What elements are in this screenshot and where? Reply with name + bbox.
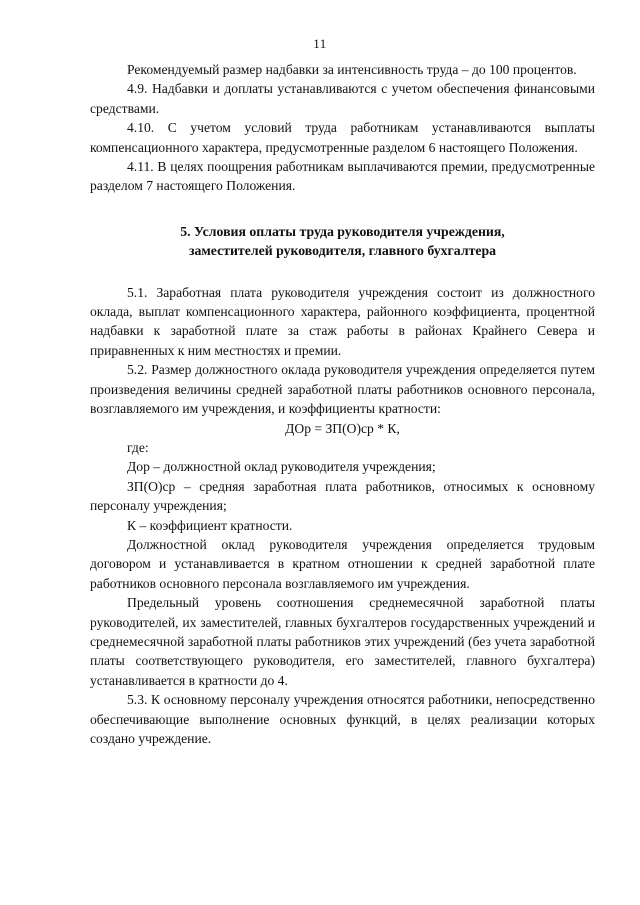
paragraph-5-3: 5.3. К основному персоналу учреждения относятся работники, непосредственно обеспечивающие выполнение основных функций, в целях реализации которых создано учреждение. — [90, 692, 595, 746]
document-body — [90, 60, 595, 748]
definition-k: К – коэффициент кратности. — [127, 517, 293, 533]
paragraph-where: где: — [127, 439, 149, 455]
paragraph-4-9: 4.9. Надбавки и доплаты устанавливаются с учетом обеспечения финансовыми средствами. — [90, 81, 595, 116]
paragraph-bonus-intensity: Рекомендуемый размер надбавки за интенсивность труда – до 100 процентов. — [127, 62, 577, 77]
page-number: 11 — [313, 36, 327, 51]
paragraph-5-1: 5.1. Заработная плата руководителя учреждения состоит из должностного оклада, выплат компенсационного характера, районного коэффициента, процентной надбавки к заработной плате за стаж работы в районах Крайнего Севера и приравненных к ним местностях и премии. — [90, 284, 595, 358]
formula: ДОр = ЗП(О)ср * К, — [285, 420, 400, 436]
paragraph-salary-limit: Предельный уровень соотношения среднемесячной заработной платы руководителей, их заместителей, главных бухгалтеров государственных учреждений и среднемесячной заработной платы работников этих учреждений (без учета заработной платы соответствующего руководителя, его заместителей, главного бухгалтера) устанавливается в кратности до 4. — [90, 595, 595, 688]
section-5-heading — [90, 222, 595, 261]
paragraph-5-2: 5.2. Размер должностного оклада руководителя учреждения определяется путем произведения величины средней заработной платы работников основного персонала, возглавляемого им учреждения, и коэффициенты кратности: — [90, 362, 595, 417]
paragraph-salary-contract: Должностной оклад руководителя учреждения определяется трудовым договором и устанавливается в кратном отношении к средней заработной плате работников основного персонала возглавляемого им учреждения. — [90, 536, 595, 591]
paragraph-4-10: 4.10. С учетом условий труда работникам устанавливаются выплаты компенсационного характера, предусмотренные разделом 6 настоящего Положения. — [90, 120, 595, 155]
definition-zp: ЗП(О)ср – средняя заработная плата работников, относимых к основному персоналу учреждения; — [90, 478, 595, 514]
section-5-heading-line-2: заместителей руководителя, главного бухгалтера — [188, 243, 497, 259]
paragraph-4-11: 4.11. В целях поощрения работникам выплачиваются премии, предусмотренные разделом 7 настоящего Положения. — [90, 159, 595, 194]
definition-dor: Дор – должностной оклад руководителя учреждения; — [127, 459, 436, 475]
section-5-heading-line-1: 5. Условия оплаты труда руководителя учреждения, — [180, 223, 505, 239]
